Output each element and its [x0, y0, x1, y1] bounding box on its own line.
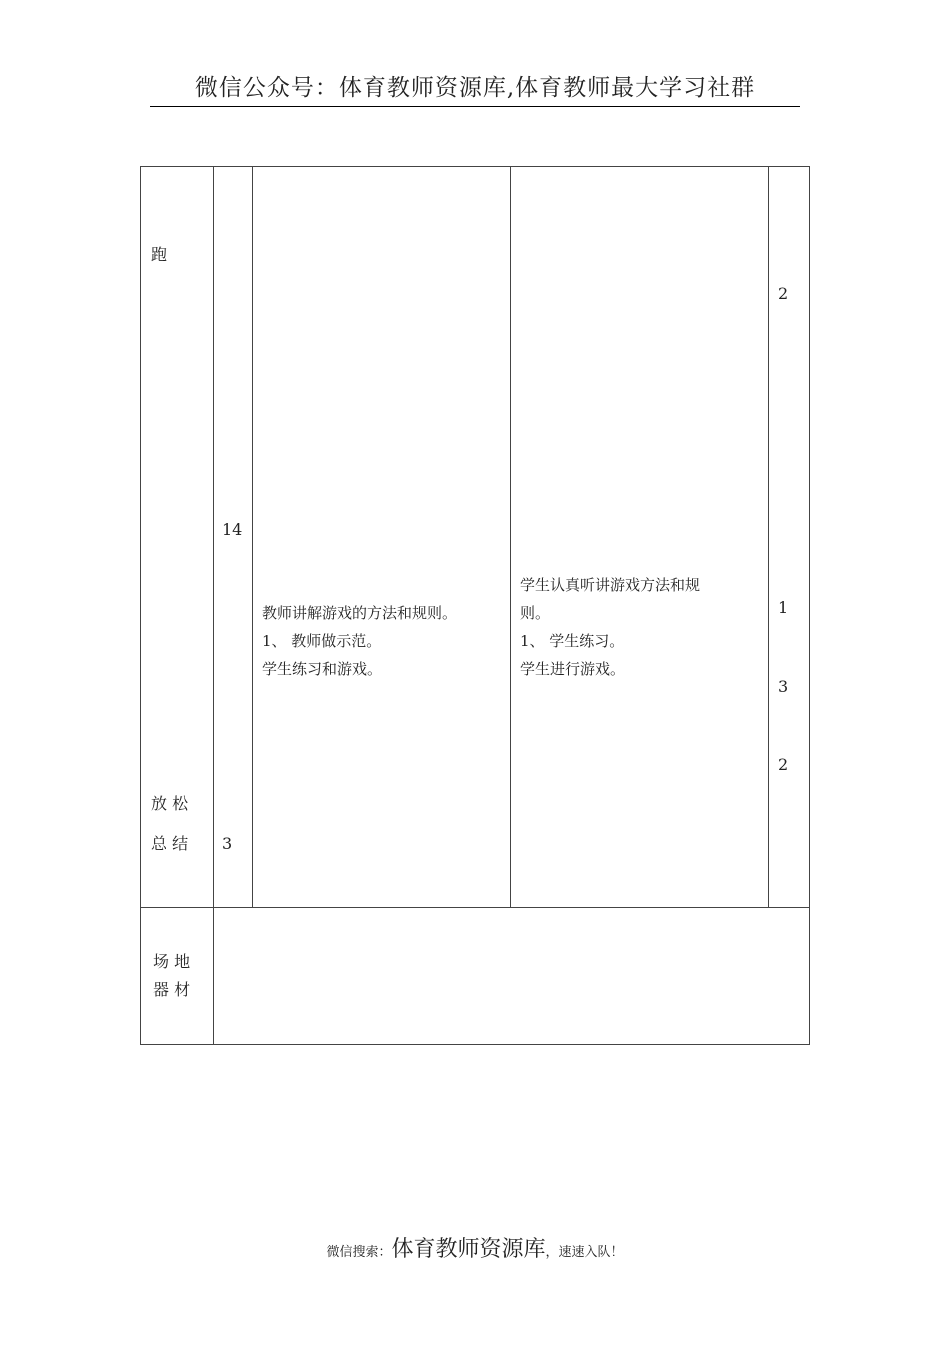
count-value-2: 1 — [778, 598, 789, 617]
teacher-activity-cell — [252, 166, 511, 908]
time-value-1: 14 — [222, 520, 243, 539]
page-header: 微信公众号：体育教师资源库,体育教师最大学习社群 — [150, 72, 800, 107]
footer-prefix: 微信搜索： — [326, 1245, 392, 1260]
count-column-cell — [768, 166, 810, 908]
student-line-4: 学生进行游戏。 — [520, 660, 626, 678]
page-footer — [0, 1232, 950, 1263]
footer-name: 体育教师资源库 — [391, 1237, 546, 1262]
teacher-line-1: 教师讲解游戏的方法和规则。 — [262, 604, 458, 622]
footer-suffix: ，速速入队！ — [545, 1245, 624, 1260]
student-line-1: 学生认真听讲游戏方法和规 — [520, 576, 701, 594]
venue-label-line-1: 场 地 — [153, 952, 191, 971]
venue-value-cell — [213, 907, 810, 1045]
venue-label-line-2: 器 材 — [153, 980, 191, 999]
student-line-3: 1、 学生练习。 — [520, 632, 625, 650]
time-value-2: 3 — [222, 834, 233, 853]
teacher-line-3: 学生练习和游戏。 — [262, 660, 383, 678]
content-relax: 放 松 — [151, 794, 189, 813]
count-value-3: 3 — [778, 677, 789, 696]
count-value-4: 2 — [778, 755, 789, 774]
count-value-1: 2 — [778, 284, 789, 303]
student-activity-cell — [510, 166, 769, 908]
student-line-2: 则。 — [520, 604, 551, 622]
content-run: 跑 — [151, 245, 168, 264]
lesson-plan-table — [140, 166, 810, 1045]
content-summary: 总 结 — [151, 834, 189, 853]
teacher-line-2: 1、 教师做示范。 — [262, 632, 382, 650]
